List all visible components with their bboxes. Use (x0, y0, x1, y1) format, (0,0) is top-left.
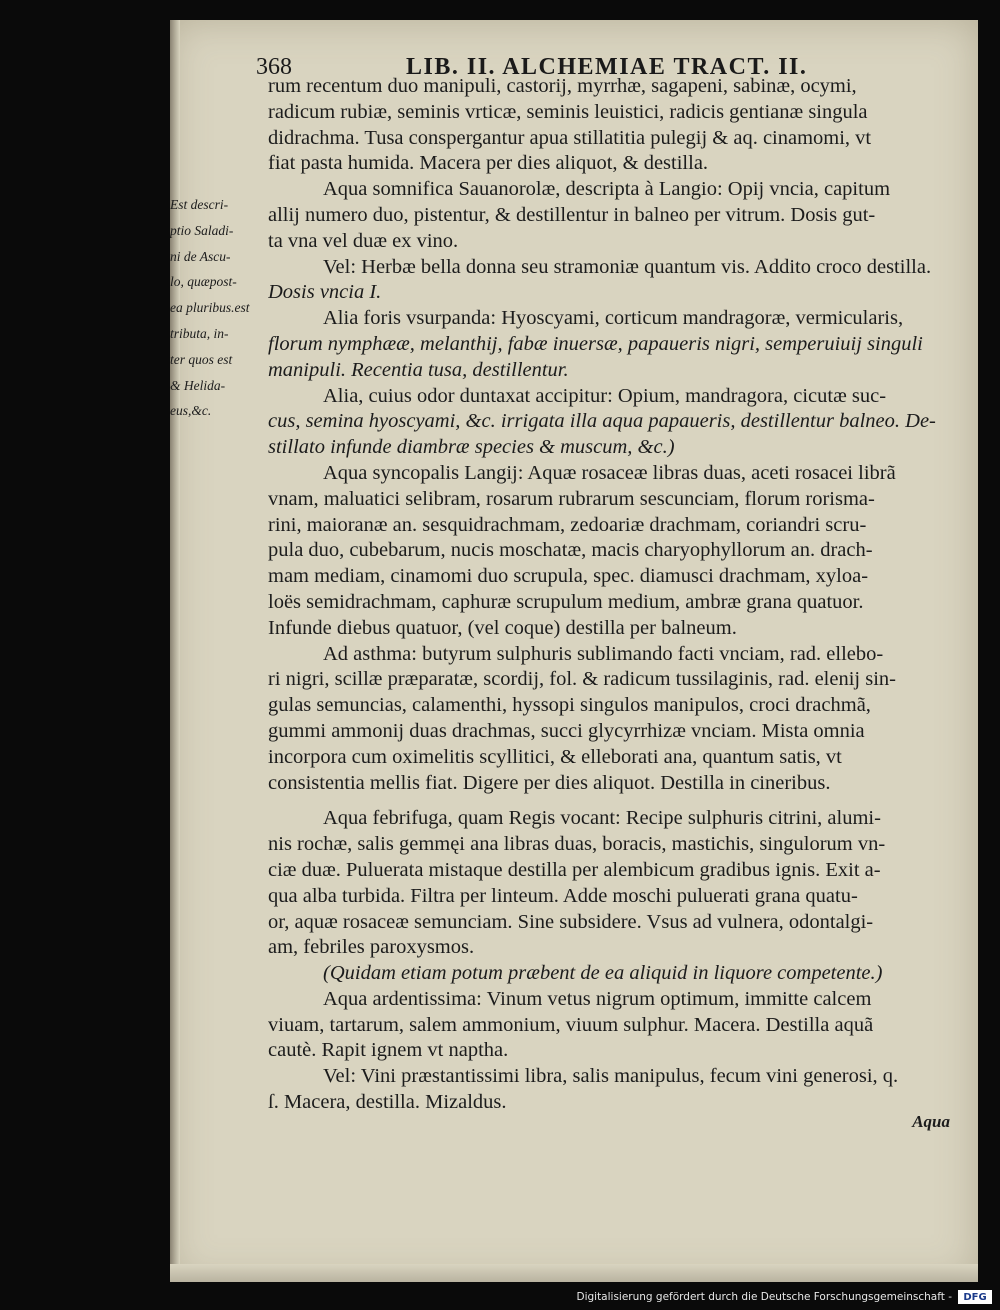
text-line: Dosis vncia I. (268, 281, 382, 304)
margin-note-line: ptio Saladi- (170, 222, 234, 238)
text-line: viuam, tartarum, salem ammonium, viuum sulphur. Macera. Destilla aquã (268, 1013, 874, 1036)
text-line: allij numero duo, pistentur, & destillentur in balneo per vitrum. Dosis gut- (268, 203, 876, 226)
book-page (170, 20, 978, 1282)
text-line: gummi ammonij duas drachmas, succi glycyrrhizæ vnciam. Mista omnia (268, 719, 865, 742)
text-line: nis rochæ, salis gemmęi ana libras duas, boracis, mastichis, singulorum vn- (268, 833, 886, 856)
margin-note-line: ni de Ascu- (170, 248, 231, 264)
text-line: Aqua somnifica Sauanorolæ, descripta à Langio: Opij vncia, capitum (323, 178, 891, 201)
text-line: Aqua syncopalis Langij: Aquæ rosaceæ libras duas, aceti rosacei librã (323, 461, 896, 484)
margin-note (170, 192, 266, 424)
text-line: stillato infunde diambræ species & muscum, &c.) (268, 436, 675, 459)
text-line: am, febriles paroxysmos. (268, 936, 475, 959)
text-line: or, aquæ rosaceæ semunciam. Sine subsidere. Vsus ad vulnera, odontalgi- (268, 910, 874, 933)
text-line: Vel: Vini præstantissimi libra, salis manipulus, fecum vini generosi, q. (323, 1065, 899, 1088)
page-number: 368 (256, 54, 292, 80)
text-line: florum nymphææ, melanthij, fabæ inuersæ, papaueris nigri, semperuiuij singuli (268, 332, 923, 355)
text-line: vnam, maluatici selibram, rosarum rubrarum sescunciam, florum rorisma- (268, 487, 875, 510)
text-line: cus, semina hyoscyami, &c. irrigata illa aqua papaueris, destillentur balneo. De- (268, 410, 936, 433)
text-line: Alia foris vsurpanda: Hyoscyami, corticum mandragoræ, vermicularis, (323, 307, 904, 330)
text-line: Infunde diebus quatuor, (vel coque) destilla per balneum. (268, 616, 737, 639)
page-bottom-edge (170, 1264, 978, 1282)
text-line: qua alba turbida. Filtra per linteum. Adde moschi puluerati grana quatu- (268, 884, 858, 907)
margin-note-line: ea pluribus.est (170, 300, 250, 316)
body-text (268, 74, 958, 1116)
text-line: Ad asthma: butyrum sulphuris sublimando facti vnciam, rad. ellebo- (323, 642, 884, 665)
text-line: mam mediam, cinamomi duo scrupula, spec. diamusci drachmam, xyloa- (268, 565, 869, 588)
text-line: Aqua febrifuga, quam Regis vocant: Recipe sulphuris citrini, alumi- (323, 807, 881, 830)
dfg-logo: DFG (958, 1290, 992, 1304)
text-line: ta vna vel duæ ex vino. (268, 229, 459, 252)
text-line: didrachma. Tusa conspergantur apua stillatitia pulegij & aq. cinamomi, vt (268, 126, 872, 149)
margin-note-line: & Helida- (170, 377, 226, 393)
text-line: rum recentum duo manipuli, castorij, myrrhæ, sagapeni, sabinæ, ocymi, (268, 75, 857, 97)
text-line: gulas semuncias, calamenthi, hyssopi singulos manipulos, croci drachmã, (268, 694, 871, 717)
catchword: Aqua (912, 1112, 950, 1131)
text-line: ri nigri, scillæ præparatæ, scordij, fol. & radicum tussilaginis, rad. elenij sin- (268, 668, 896, 691)
text-line: manipuli. Recentia tusa, destillentur. (268, 358, 569, 381)
text-line: ſ. Macera, destilla. Mizaldus. (268, 1091, 507, 1114)
margin-note-line: eus,&c. (170, 403, 212, 419)
text-line: pula duo, cubebarum, nucis moschatæ, macis charyophyllorum an. drach- (268, 539, 873, 562)
footer-credit: Digitalisierung gefördert durch die Deutsche Forschungsgemeinschaft - (576, 1291, 952, 1303)
text-line: incorpora cum oximelitis scyllitici, & elleborati ana, quantum satis, vt (268, 745, 842, 768)
text-line: Vel: Herbæ bella donna seu stramoniæ quantum vis. Addito croco destilla. (323, 255, 932, 278)
margin-note-line: ter quos est (170, 351, 233, 367)
margin-note-line: lo, quæpost- (170, 274, 237, 290)
text-line: loës semidrachmam, caphuræ scrupulum medium, ambræ grana quatuor. (268, 590, 864, 613)
margin-note-line: Est descri- (170, 197, 229, 212)
margin-note-line: tributa, in- (170, 325, 229, 341)
text-line: Aqua ardentissima: Vinum vetus nigrum optimum, immitte calcem (323, 987, 872, 1010)
running-head-title: LIB. II. ALCHEMIAE TRACT. II. (406, 54, 808, 80)
text-line: cautè. Rapit ignem vt naptha. (268, 1039, 509, 1062)
text-line: rini, maioranæ an. sesquidrachmam, zedoariæ drachmam, coriandri scru- (268, 513, 867, 536)
text-line: (Quidam etiam potum præbent de ea aliquid in liquore competente.) (323, 962, 883, 985)
text-line: radicum rubiæ, seminis vrticæ, seminis leuistici, radicis gentianæ singula (268, 100, 868, 123)
text-line: fiat pasta humida. Macera per dies aliquot, & destilla. (268, 152, 709, 175)
text-line: Alia, cuius odor duntaxat accipitur: Opium, mandragora, cicutæ suc- (323, 384, 887, 407)
digitization-footer (576, 1288, 992, 1306)
text-line: consistentia mellis fiat. Digere per dies aliquot. Destilla in cineribus. (268, 771, 831, 794)
text-line: ciæ duæ. Puluerata mistaque destilla per alembicum gradibus ignis. Exit a- (268, 858, 881, 881)
